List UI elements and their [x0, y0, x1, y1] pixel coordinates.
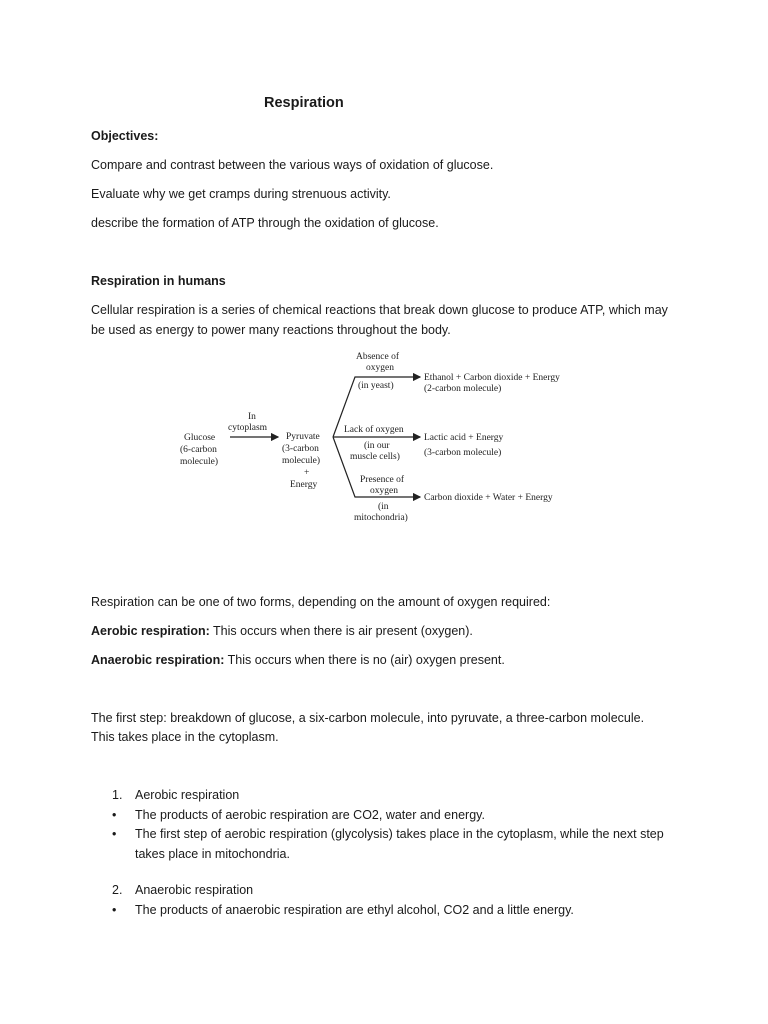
branch-top-product: Ethanol + Carbon dioxide + Energy	[424, 373, 560, 383]
arrow-label: cytoplasm	[228, 423, 268, 433]
arrow-label: In	[248, 412, 256, 422]
respiration-pathway-diagram	[170, 346, 610, 526]
branch-top-product: (2-carbon molecule)	[424, 384, 502, 394]
objectives-heading: Objectives:	[91, 129, 159, 143]
branch-middle-location: muscle cells)	[350, 452, 400, 462]
list-bullet-text: The products of anaerobic respiration are ethyl alcohol, CO2 and a little energy.	[135, 903, 574, 917]
branch-middle-location: (in our	[364, 441, 390, 451]
aerobic-text: This occurs when there is air present (oxygen).	[209, 624, 473, 638]
aerobic-label: Aerobic respiration:	[91, 624, 210, 638]
branch-top-condition: oxygen	[366, 363, 394, 373]
pyruvate-label: +	[304, 468, 310, 478]
intro-paragraph-line: be used as energy to power many reactions throughout the body.	[91, 323, 451, 337]
branch-middle-product: Lactic acid + Energy	[424, 433, 504, 443]
list-item-title: Aerobic respiration	[135, 788, 240, 802]
aerobic-definition	[91, 621, 473, 641]
branch-top-condition: Absence of	[356, 352, 399, 362]
branch-bottom-condition: Presence of	[360, 475, 405, 485]
first-step-line: The first step: breakdown of glucose, a six-carbon molecule, into pyruvate, a three-carbon molecule.	[91, 711, 645, 725]
forms-intro: Respiration can be one of two forms, depending on the amount of oxygen required:	[91, 595, 551, 609]
objective-item: Compare and contrast between the various ways of oxidation of glucose.	[91, 158, 494, 172]
anaerobic-label: Anaerobic respiration:	[91, 653, 225, 667]
branch-middle-product: (3-carbon molecule)	[424, 448, 502, 458]
branch-bottom-product: Carbon dioxide + Water + Energy	[424, 493, 553, 503]
pyruvate-label: Energy	[290, 480, 318, 490]
bullet-icon: •	[112, 827, 117, 841]
intro-paragraph-line: Cellular respiration is a series of chemical reactions that break down glucose to produce ATP, which may	[91, 303, 668, 317]
branch-middle-condition: Lack of oxygen	[344, 425, 404, 435]
list-bullet-text: The products of aerobic respiration are CO2, water and energy.	[135, 808, 485, 822]
section-heading: Respiration in humans	[91, 274, 226, 288]
bullet-icon: •	[112, 903, 117, 917]
pyruvate-label: molecule)	[282, 456, 320, 466]
anaerobic-definition	[91, 650, 505, 670]
branch-top-location: (in yeast)	[358, 381, 394, 391]
pyruvate-label: Pyruvate	[286, 432, 320, 442]
pyruvate-label: (3-carbon	[282, 444, 319, 454]
first-step-line: This takes place in the cytoplasm.	[91, 730, 279, 744]
bullet-icon: •	[112, 808, 117, 822]
list-number: 1.	[112, 788, 123, 802]
list-bullet-text: takes place in mitochondria.	[135, 847, 290, 861]
list-item-title: Anaerobic respiration	[135, 883, 254, 897]
anaerobic-text: This occurs when there is no (air) oxygen present.	[224, 653, 505, 667]
glucose-label: (6-carbon	[180, 445, 217, 455]
objective-item: Evaluate why we get cramps during strenuous activity.	[91, 187, 391, 201]
glucose-label: Glucose	[184, 433, 216, 443]
branch-bottom-condition: oxygen	[370, 486, 398, 496]
glucose-label: molecule)	[180, 457, 218, 467]
list-bullet-text: The first step of aerobic respiration (glycolysis) takes place in the cytoplasm, while the next step	[135, 827, 664, 841]
objective-item: describe the formation of ATP through the oxidation of glucose.	[91, 216, 439, 230]
branch-bottom-location: mitochondria)	[354, 513, 408, 523]
list-number: 2.	[112, 883, 123, 897]
branch-bottom-location: (in	[378, 502, 389, 512]
page-title: Respiration	[264, 95, 344, 111]
